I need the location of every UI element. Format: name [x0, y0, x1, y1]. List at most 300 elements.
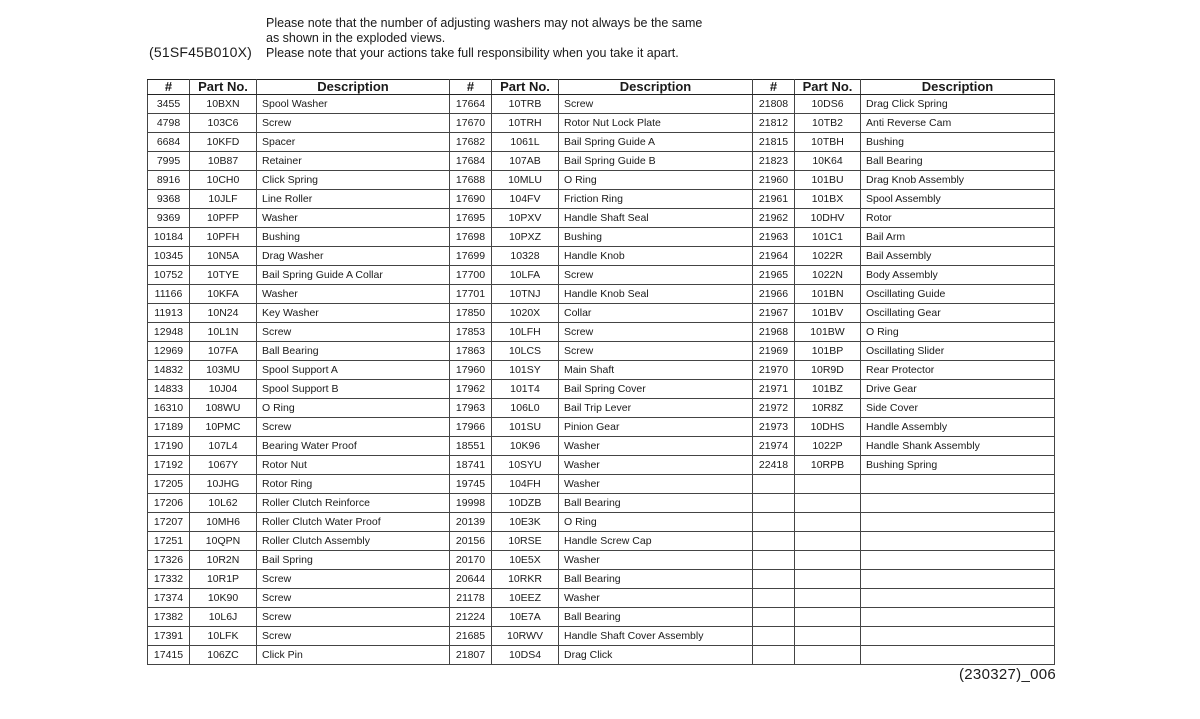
part-description-cell: Handle Shaft Cover Assembly	[559, 627, 753, 646]
part-number-index-cell: 17391	[148, 627, 190, 646]
part-number-index-cell: 17251	[148, 532, 190, 551]
part-no-cell: 10LFK	[190, 627, 257, 646]
part-description-cell: Drag Click	[559, 646, 753, 665]
part-description-cell: Washer	[257, 209, 450, 228]
part-number-index-cell: 17382	[148, 608, 190, 627]
part-description-cell: Spool Support A	[257, 361, 450, 380]
part-number-index-cell: 17695	[450, 209, 492, 228]
part-description-cell: Screw	[257, 589, 450, 608]
part-description-cell: Pinion Gear	[559, 418, 753, 437]
part-description-cell: Handle Shaft Seal	[559, 209, 753, 228]
part-number-index-cell: 17698	[450, 228, 492, 247]
part-description-cell: Click Spring	[257, 171, 450, 190]
part-no-cell: 10LFA	[492, 266, 559, 285]
document-code: (230327)_006	[959, 666, 1057, 683]
part-number-index-cell	[753, 646, 795, 665]
part-number-index-cell: 9368	[148, 190, 190, 209]
part-no-cell	[795, 494, 861, 513]
part-number-index-cell: 17962	[450, 380, 492, 399]
part-description-cell: Oscillating Slider	[861, 342, 1055, 361]
part-no-cell: 10PFP	[190, 209, 257, 228]
part-number-index-cell: 21963	[753, 228, 795, 247]
part-number-index-cell: 17690	[450, 190, 492, 209]
part-number-index-cell: 7995	[148, 152, 190, 171]
part-no-cell: 10EEZ	[492, 589, 559, 608]
part-description-cell: Bushing Spring	[861, 456, 1055, 475]
part-number-index-cell	[753, 589, 795, 608]
part-description-cell: Handle Assembly	[861, 418, 1055, 437]
part-description-cell	[861, 532, 1055, 551]
part-number-index-cell: 21807	[450, 646, 492, 665]
part-no-cell: 101BU	[795, 171, 861, 190]
part-number-index-cell: 17190	[148, 437, 190, 456]
part-number-index-cell: 14832	[148, 361, 190, 380]
part-description-cell: Handle Knob	[559, 247, 753, 266]
part-number-index-cell: 21961	[753, 190, 795, 209]
part-description-cell: Washer	[257, 285, 450, 304]
part-number-index-cell: 6684	[148, 133, 190, 152]
part-no-cell: 10PXZ	[492, 228, 559, 247]
part-number-index-cell	[753, 608, 795, 627]
part-no-cell: 101C1	[795, 228, 861, 247]
part-number-index-cell: 17966	[450, 418, 492, 437]
part-no-cell: 10KFD	[190, 133, 257, 152]
part-description-cell	[861, 627, 1055, 646]
part-no-cell: 1061L	[492, 133, 559, 152]
part-no-cell: 101BP	[795, 342, 861, 361]
part-description-cell: Drive Gear	[861, 380, 1055, 399]
part-number-index-cell: 22418	[753, 456, 795, 475]
parts-table	[147, 79, 1055, 665]
part-number-index-cell: 17699	[450, 247, 492, 266]
table-row	[148, 304, 1055, 323]
part-description-cell: Screw	[257, 570, 450, 589]
part-no-cell: 10TYE	[190, 266, 257, 285]
part-number-index-cell: 12969	[148, 342, 190, 361]
part-no-cell: 107AB	[492, 152, 559, 171]
part-description-cell: Retainer	[257, 152, 450, 171]
part-description-cell: Roller Clutch Reinforce	[257, 494, 450, 513]
table-row	[148, 247, 1055, 266]
part-no-cell	[795, 551, 861, 570]
part-no-cell: 101T4	[492, 380, 559, 399]
part-number-index-cell: 20644	[450, 570, 492, 589]
part-description-cell: Screw	[559, 323, 753, 342]
part-no-cell: 10JLF	[190, 190, 257, 209]
part-number-index-cell: 19745	[450, 475, 492, 494]
part-number-index-cell: 21970	[753, 361, 795, 380]
parts-table-body	[148, 95, 1055, 665]
part-description-cell	[861, 513, 1055, 532]
part-no-cell: 10E7A	[492, 608, 559, 627]
part-description-cell: Click Pin	[257, 646, 450, 665]
table-row	[148, 494, 1055, 513]
part-number-index-cell: 21971	[753, 380, 795, 399]
part-number-index-cell: 17701	[450, 285, 492, 304]
part-description-cell: Ball Bearing	[559, 494, 753, 513]
part-no-cell: 10DS4	[492, 646, 559, 665]
part-no-cell: 10L6J	[190, 608, 257, 627]
part-number-index-cell: 21685	[450, 627, 492, 646]
part-no-cell: 10JHG	[190, 475, 257, 494]
table-row	[148, 570, 1055, 589]
part-number-index-cell: 21960	[753, 171, 795, 190]
part-description-cell: Ball Bearing	[559, 570, 753, 589]
part-no-cell: 10MLU	[492, 171, 559, 190]
note-line-1: Please note that the number of adjusting washers may not always be the same	[266, 16, 703, 30]
part-description-cell: Body Assembly	[861, 266, 1055, 285]
part-no-cell: 104FH	[492, 475, 559, 494]
part-no-cell: 10LFH	[492, 323, 559, 342]
part-number-index-cell: 17189	[148, 418, 190, 437]
part-no-cell: 10R1P	[190, 570, 257, 589]
part-description-cell	[861, 494, 1055, 513]
part-number-index-cell: 17205	[148, 475, 190, 494]
header-part-no-3: Part No.	[795, 80, 861, 95]
part-number-index-cell: 21974	[753, 437, 795, 456]
part-no-cell: 10TB2	[795, 114, 861, 133]
part-description-cell: O Ring	[257, 399, 450, 418]
note-line-2: as shown in the exploded views.	[266, 31, 446, 45]
part-description-cell: Spool Assembly	[861, 190, 1055, 209]
part-description-cell: Rotor Ring	[257, 475, 450, 494]
part-description-cell: Spool Washer	[257, 95, 450, 114]
part-description-cell: Bail Spring Guide A Collar	[257, 266, 450, 285]
part-description-cell: Side Cover	[861, 399, 1055, 418]
part-number-index-cell: 21964	[753, 247, 795, 266]
part-number-index-cell: 21178	[450, 589, 492, 608]
header-part-no-2: Part No.	[492, 80, 559, 95]
part-number-index-cell: 10184	[148, 228, 190, 247]
part-number-index-cell: 9369	[148, 209, 190, 228]
part-number-index-cell: 21815	[753, 133, 795, 152]
part-number-index-cell: 21224	[450, 608, 492, 627]
part-number-index-cell: 11913	[148, 304, 190, 323]
part-no-cell: 10K64	[795, 152, 861, 171]
part-number-index-cell: 17192	[148, 456, 190, 475]
part-number-index-cell: 17853	[450, 323, 492, 342]
part-no-cell: 10DS6	[795, 95, 861, 114]
table-row	[148, 323, 1055, 342]
part-number-index-cell: 8916	[148, 171, 190, 190]
part-description-cell: Collar	[559, 304, 753, 323]
part-number-index-cell: 17374	[148, 589, 190, 608]
part-description-cell: Bail Trip Lever	[559, 399, 753, 418]
part-number-index-cell	[753, 494, 795, 513]
part-no-cell: 10TBH	[795, 133, 861, 152]
part-description-cell: Rotor Nut Lock Plate	[559, 114, 753, 133]
part-description-cell: Bushing	[861, 133, 1055, 152]
part-no-cell: 10K96	[492, 437, 559, 456]
part-no-cell: 101BV	[795, 304, 861, 323]
part-no-cell: 10L62	[190, 494, 257, 513]
part-number-index-cell: 21973	[753, 418, 795, 437]
part-number-index-cell: 12948	[148, 323, 190, 342]
part-description-cell: Rear Protector	[861, 361, 1055, 380]
part-no-cell	[795, 627, 861, 646]
part-no-cell: 10TNJ	[492, 285, 559, 304]
table-row	[148, 114, 1055, 133]
part-description-cell: Ball Bearing	[559, 608, 753, 627]
table-row	[148, 209, 1055, 228]
table-row	[148, 627, 1055, 646]
part-number-index-cell: 17670	[450, 114, 492, 133]
part-description-cell: Bearing Water Proof	[257, 437, 450, 456]
part-description-cell: Ball Bearing	[861, 152, 1055, 171]
part-no-cell	[795, 608, 861, 627]
part-number-index-cell: 18741	[450, 456, 492, 475]
table-row	[148, 190, 1055, 209]
table-row	[148, 399, 1055, 418]
part-description-cell: Washer	[559, 589, 753, 608]
part-description-cell: O Ring	[861, 323, 1055, 342]
part-number-index-cell: 17664	[450, 95, 492, 114]
table-row	[148, 513, 1055, 532]
part-no-cell: 103MU	[190, 361, 257, 380]
part-no-cell: 10N5A	[190, 247, 257, 266]
part-description-cell: Rotor Nut	[257, 456, 450, 475]
part-no-cell: 10LCS	[492, 342, 559, 361]
part-description-cell: Screw	[559, 95, 753, 114]
part-no-cell: 10TRB	[492, 95, 559, 114]
part-number-index-cell: 21812	[753, 114, 795, 133]
part-number-index-cell: 21967	[753, 304, 795, 323]
part-number-index-cell: 20139	[450, 513, 492, 532]
table-row	[148, 342, 1055, 361]
part-number-index-cell	[753, 551, 795, 570]
table-row	[148, 646, 1055, 665]
part-description-cell: Friction Ring	[559, 190, 753, 209]
part-description-cell: Bail Spring	[257, 551, 450, 570]
part-no-cell: 104FV	[492, 190, 559, 209]
part-description-cell: Bail Spring Guide A	[559, 133, 753, 152]
part-description-cell: Spacer	[257, 133, 450, 152]
part-number-index-cell: 21962	[753, 209, 795, 228]
part-no-cell: 10PMC	[190, 418, 257, 437]
part-no-cell: 101BN	[795, 285, 861, 304]
part-description-cell: Oscillating Guide	[861, 285, 1055, 304]
part-description-cell: Rotor	[861, 209, 1055, 228]
part-description-cell	[861, 475, 1055, 494]
part-description-cell	[861, 570, 1055, 589]
part-no-cell: 10DHS	[795, 418, 861, 437]
part-number-index-cell: 21966	[753, 285, 795, 304]
part-no-cell: 10328	[492, 247, 559, 266]
table-row	[148, 95, 1055, 114]
part-number-index-cell	[753, 570, 795, 589]
part-number-index-cell: 17206	[148, 494, 190, 513]
part-description-cell: Handle Screw Cap	[559, 532, 753, 551]
part-number-index-cell: 4798	[148, 114, 190, 133]
part-description-cell: Drag Click Spring	[861, 95, 1055, 114]
part-number-index-cell: 17960	[450, 361, 492, 380]
part-number-index-cell: 17332	[148, 570, 190, 589]
table-header-row	[148, 80, 1055, 95]
header-description-1: Description	[257, 80, 450, 95]
table-row	[148, 475, 1055, 494]
part-description-cell: Bushing	[257, 228, 450, 247]
part-no-cell: 10R8Z	[795, 399, 861, 418]
part-no-cell	[795, 532, 861, 551]
header-description-2: Description	[559, 80, 753, 95]
header-number-1: #	[148, 80, 190, 95]
part-no-cell: 101SU	[492, 418, 559, 437]
part-no-cell: 103C6	[190, 114, 257, 133]
table-row	[148, 152, 1055, 171]
part-description-cell: Bushing	[559, 228, 753, 247]
part-no-cell: 1020X	[492, 304, 559, 323]
header-part-no-1: Part No.	[190, 80, 257, 95]
part-number-index-cell: 16310	[148, 399, 190, 418]
table-row	[148, 456, 1055, 475]
part-number-index-cell	[753, 513, 795, 532]
part-no-cell: 107L4	[190, 437, 257, 456]
part-description-cell: Drag Washer	[257, 247, 450, 266]
part-number-index-cell: 17863	[450, 342, 492, 361]
part-no-cell: 10N24	[190, 304, 257, 323]
part-no-cell: 10KFA	[190, 285, 257, 304]
part-number-index-cell: 19998	[450, 494, 492, 513]
part-number-index-cell	[753, 627, 795, 646]
part-description-cell	[861, 551, 1055, 570]
part-description-cell	[861, 608, 1055, 627]
part-no-cell: 10B87	[190, 152, 257, 171]
part-description-cell: Key Washer	[257, 304, 450, 323]
part-description-cell: Bail Spring Guide B	[559, 152, 753, 171]
part-no-cell: 10PFH	[190, 228, 257, 247]
part-number-index-cell: 11166	[148, 285, 190, 304]
part-no-cell: 10RWV	[492, 627, 559, 646]
table-row	[148, 532, 1055, 551]
table-row	[148, 437, 1055, 456]
part-description-cell: Washer	[559, 437, 753, 456]
part-number-index-cell: 21972	[753, 399, 795, 418]
part-no-cell: 10QPN	[190, 532, 257, 551]
part-number-index-cell: 10752	[148, 266, 190, 285]
part-no-cell: 10RPB	[795, 456, 861, 475]
part-no-cell	[795, 513, 861, 532]
part-description-cell: Screw	[257, 323, 450, 342]
part-number-index-cell: 21965	[753, 266, 795, 285]
part-no-cell: 108WU	[190, 399, 257, 418]
table-row	[148, 589, 1055, 608]
part-number-index-cell: 17700	[450, 266, 492, 285]
part-description-cell: Screw	[257, 418, 450, 437]
part-description-cell: Main Shaft	[559, 361, 753, 380]
table-row	[148, 228, 1055, 247]
part-description-cell: Handle Knob Seal	[559, 285, 753, 304]
part-no-cell: 101BX	[795, 190, 861, 209]
part-description-cell: Screw	[257, 114, 450, 133]
part-no-cell: 106ZC	[190, 646, 257, 665]
part-description-cell: Oscillating Gear	[861, 304, 1055, 323]
part-no-cell: 1067Y	[190, 456, 257, 475]
part-no-cell: 10RSE	[492, 532, 559, 551]
part-no-cell: 10K90	[190, 589, 257, 608]
part-description-cell: Line Roller	[257, 190, 450, 209]
part-no-cell: 10BXN	[190, 95, 257, 114]
header-number-3: #	[753, 80, 795, 95]
part-description-cell: Bail Arm	[861, 228, 1055, 247]
part-number-index-cell: 17326	[148, 551, 190, 570]
part-no-cell	[795, 570, 861, 589]
part-number-index-cell: 17415	[148, 646, 190, 665]
part-number-index-cell: 21968	[753, 323, 795, 342]
header-number-2: #	[450, 80, 492, 95]
part-no-cell: 107FA	[190, 342, 257, 361]
part-description-cell: Screw	[559, 266, 753, 285]
part-description-cell: Spool Support B	[257, 380, 450, 399]
part-description-cell: Handle Shank Assembly	[861, 437, 1055, 456]
part-no-cell	[795, 475, 861, 494]
part-description-cell: Anti Reverse Cam	[861, 114, 1055, 133]
table-row	[148, 266, 1055, 285]
part-number-index-cell	[753, 475, 795, 494]
part-no-cell: 106L0	[492, 399, 559, 418]
part-no-cell: 101BW	[795, 323, 861, 342]
part-number-index-cell: 14833	[148, 380, 190, 399]
header-description-3: Description	[861, 80, 1055, 95]
part-no-cell: 10SYU	[492, 456, 559, 475]
part-no-cell: 1022N	[795, 266, 861, 285]
table-row	[148, 171, 1055, 190]
part-description-cell: Washer	[559, 456, 753, 475]
part-description-cell: Drag Knob Assembly	[861, 171, 1055, 190]
table-row	[148, 380, 1055, 399]
part-no-cell	[795, 646, 861, 665]
part-number-index-cell: 17688	[450, 171, 492, 190]
part-no-cell: 10L1N	[190, 323, 257, 342]
part-description-cell: Ball Bearing	[257, 342, 450, 361]
part-description-cell	[861, 646, 1055, 665]
part-description-cell: Screw	[257, 627, 450, 646]
table-row	[148, 285, 1055, 304]
part-no-cell: 101BZ	[795, 380, 861, 399]
part-number-index-cell: 17963	[450, 399, 492, 418]
part-no-cell: 10RKR	[492, 570, 559, 589]
part-description-cell	[861, 589, 1055, 608]
part-no-cell: 1022R	[795, 247, 861, 266]
part-no-cell: 1022P	[795, 437, 861, 456]
part-description-cell: Washer	[559, 551, 753, 570]
part-description-cell: Bail Spring Cover	[559, 380, 753, 399]
part-no-cell: 10PXV	[492, 209, 559, 228]
part-description-cell: O Ring	[559, 171, 753, 190]
part-no-cell: 10R9D	[795, 361, 861, 380]
part-no-cell	[795, 589, 861, 608]
part-number-index-cell: 20170	[450, 551, 492, 570]
part-description-cell: Washer	[559, 475, 753, 494]
part-number-index-cell	[753, 532, 795, 551]
part-description-cell: Screw	[257, 608, 450, 627]
part-number-index-cell: 18551	[450, 437, 492, 456]
part-number-index-cell: 21823	[753, 152, 795, 171]
table-row	[148, 418, 1055, 437]
part-number-index-cell: 21808	[753, 95, 795, 114]
part-no-cell: 10CH0	[190, 171, 257, 190]
part-number-index-cell: 17682	[450, 133, 492, 152]
part-no-cell: 10E5X	[492, 551, 559, 570]
part-no-cell: 10E3K	[492, 513, 559, 532]
part-description-cell: O Ring	[559, 513, 753, 532]
part-description-cell: Screw	[559, 342, 753, 361]
part-no-cell: 10MH6	[190, 513, 257, 532]
part-no-cell: 101SY	[492, 361, 559, 380]
part-number-index-cell: 17850	[450, 304, 492, 323]
part-no-cell: 10TRH	[492, 114, 559, 133]
model-number: (51SF45B010X)	[149, 44, 252, 60]
part-number-index-cell: 20156	[450, 532, 492, 551]
